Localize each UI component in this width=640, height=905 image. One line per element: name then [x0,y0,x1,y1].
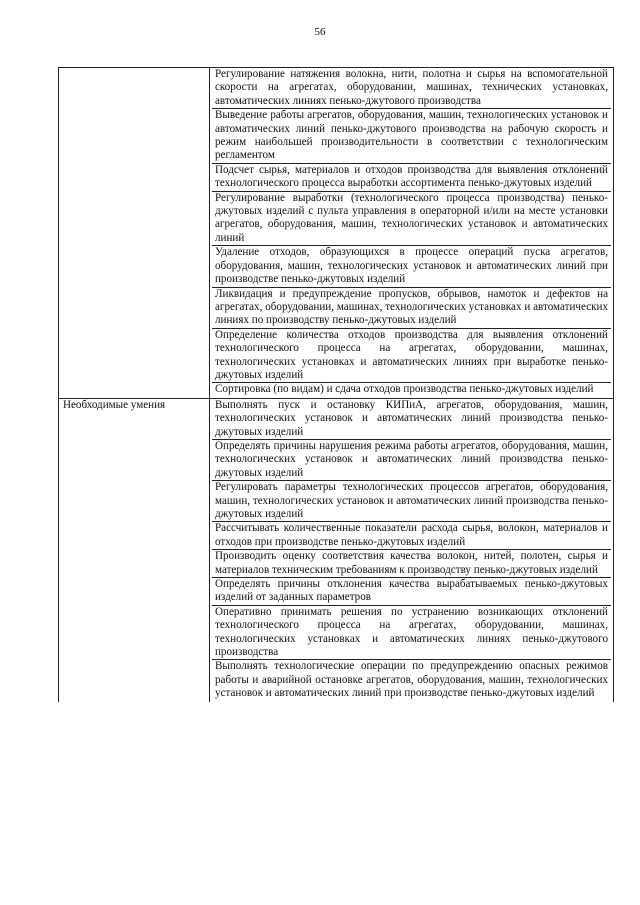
competency-table [58,67,614,702]
list-item: Регулирование выработки (технологического процесса производства) пенько-джутовых изделий с пульта управления в операторной и/или на месте установки агрегатов, оборудования, машин, технологических установок и автоматических линий [212,191,611,246]
page-number: 56 [314,26,326,38]
list-item: Выполнять пуск и остановку КИПиА, агрегатов, оборудования, машин, технологических установок и автоматических линий производства пенько-джутовых изделий [215,398,608,438]
list-item: Выполнять технологические операции по предупреждению опасных режимов работы и аварийной остановке агрегатов, оборудования, машин, технологических установок и автоматических линий при производстве пенько-джутовых изделий [212,659,611,700]
table-row-labor-actions [59,68,614,399]
row-label-cell [59,398,210,701]
row-content-cell [210,68,614,399]
list-item: Удаление отходов, образующихся в процессе операций пуска агрегатов, оборудования, машин, технологических установок и автоматических линий при производстве пенько-джутовых изделий [212,245,611,286]
row-content-cell [210,398,614,701]
row-label: Необходимые умения [63,398,166,411]
list-item: Регулирование натяжения волокна, нити, полотна и сырья на вспомогательной скорости на агрегатах, оборудовании, машинах, технических установках, автоматических линиях пенько-джутового производства [215,68,608,107]
list-item: Рассчитывать количественные показатели расхода сырья, волокон, материалов и отходов при производстве пенько-джутовых изделий [212,521,611,549]
list-item: Производить оценку соответствия качества волокон, нитей, полотен, сырья и материалов техническим требованиям к производству пенько-джутовых изделий [212,549,611,577]
list-item: Ликвидация и предупреждение пропусков, обрывов, намоток и дефектов на агрегатах, оборудовании, машинах, технологических установках и автоматических линиях по производству пенько-джутовых изделий [212,287,611,328]
table-row-required-skills [59,398,614,701]
row-label-cell [59,68,210,399]
list-item: Выведение работы агрегатов, оборудования, машин, технологических установок и автоматических линий пенько-джутового производства на рабочую скорость и режим наибольшей производительности в соответствии с технологическим регламентом [212,108,611,163]
list-item: Определять причины отклонения качества вырабатываемых пенько-джутовых изделий от заданных параметров [212,577,611,605]
list-item: Определение количества отходов производства для выявления отклонений технологического процесса на агрегатах, оборудовании, машинах, технологических установках и автоматических линиях при выработке пенько-джутовых изделий [212,328,611,383]
list-item: Подсчет сырья, материалов и отходов производства для выявления отклонений технологического процесса выработки ассортимента пенько-джутовых изделий [212,163,611,191]
list-item: Определять причины нарушения режима работы агрегатов, оборудования, машин, технологических установок и автоматических линий производства пенько-джутовых изделий [212,439,611,480]
list-item: Оперативно принимать решения по устранению возникающих отклонений технологического процесса на агрегатах, оборудовании, машинах, технологических установках и автоматических линиях пенько-джутового производства [212,605,611,660]
list-item: Регулировать параметры технологических процессов агрегатов, оборудования, машин, технологических установок и автоматических линий производства пенько-джутовых изделий [212,480,611,521]
list-item: Сортировка (по видам) и сдача отходов производства пенько-джутовых изделий [212,382,611,396]
